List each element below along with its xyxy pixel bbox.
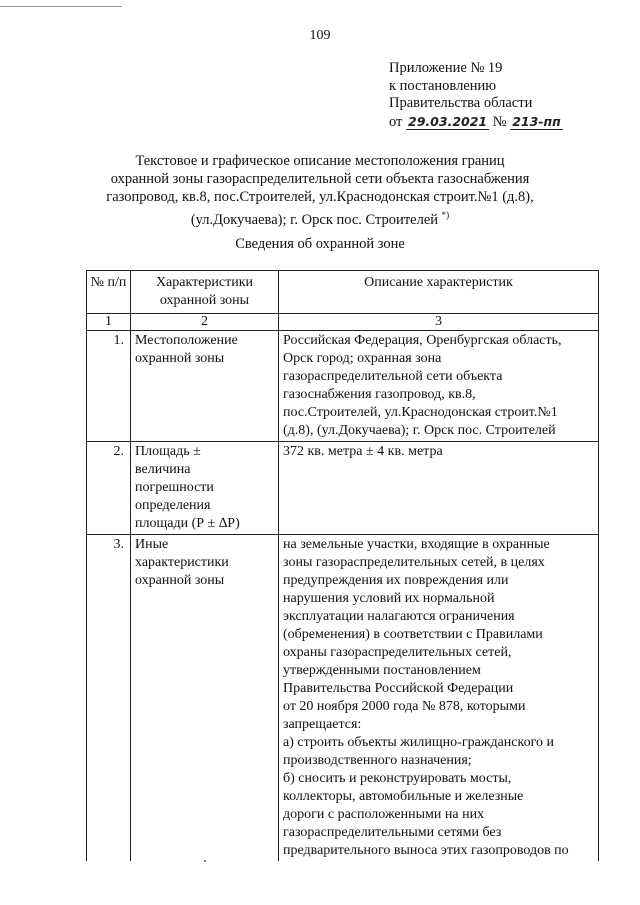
cell-line: Российская Федерация, Оренбургская область, [283,333,562,348]
table-row [87,535,599,862]
cell-line: зоны газораспределительных сетей, в целях [283,555,545,570]
title-line-1: Текстовое и графическое описание местоположения границ [135,153,505,169]
title-line-2: охранной зоны газораспределительной сети объекта газоснабжения [110,171,530,187]
row-description [279,331,599,442]
section-subtitle: Сведения об охранной зоне [235,236,405,252]
cell-line: от 20 ноября 2000 года № 878, которыми [283,699,526,714]
number-sign: № [492,113,507,130]
handwritten-date: 29.03.2021 [408,113,488,129]
cell-line: производственного назначения; [283,753,472,768]
cell-line: (обременения) в соответствии с Правилами [283,627,543,642]
row-characteristic [131,331,279,442]
cell-line: Орск город; охранная зона [283,351,442,366]
cell-line: (д.8), (ул.Докучаева); г. Орск пос. Строителей [283,423,556,438]
table-column-numbers [87,314,599,331]
cell-line: определения [135,498,211,513]
row-characteristic [131,442,279,535]
cell-line: а) строить объекты жилищно-гражданского и [283,735,554,750]
cell-line: охранной зоны [135,351,225,366]
zone-table [86,270,599,861]
cell-line: 372 кв. метра ± 4 кв. метра [283,444,443,459]
handwritten-number: 213-пп [512,113,561,129]
document-title [100,152,540,229]
cell-line: предупреждения их повреждения или [283,573,509,588]
cell-line: на земельные участки, входящие в охранные [283,537,550,552]
header-characteristic: Характеристики охранной зоны [131,271,279,314]
cell-line: Иные [135,537,169,552]
appendix-line-2: к постановлению [389,77,497,94]
cell-line: нарушения условий их нормальной [283,591,495,606]
table-header-row [87,271,599,314]
cell-line: предварительного выноса этих газопроводов по [283,843,569,858]
appendix-date-line [389,113,563,132]
row-characteristic [131,535,279,862]
cell-line: пос.Строителей, ул.Краснодонская строит.№1 [283,405,558,420]
date-prefix: от [389,113,403,130]
cell-line: Правительства Российской Федерации [283,681,514,696]
column-number-3: 3 [279,314,599,331]
row-description [279,535,599,862]
table-row [87,442,599,535]
table-row [87,331,599,442]
header-description: Описание характеристик [279,271,599,314]
title-line-4-text: (ул.Докучаева); г. Орск пос. Строителей [190,211,439,228]
title-line-3: газопровод, кв.8, пос.Строителей, ул.Краснодонская строит.№1 (д.8), [106,189,534,205]
cell-line: газоснабжения газопровод, кв.8, [283,387,476,402]
title-line-4 [100,206,540,229]
cell-line: коллекторы, автомобильные и железные [283,789,524,804]
cell-line: эксплуатации налагаются ограничения [283,609,515,624]
header-number: № п/п [87,271,131,314]
appendix-line-1: Приложение № 19 [389,60,503,76]
column-number-2: 2 [131,314,279,331]
cell-line: б) сносить и реконструировать мосты, [283,771,512,786]
row-number: 3. [87,535,131,862]
cell-line: величина [135,462,191,477]
page-number: 109 [309,28,331,43]
cell-line: охранной зоны [135,573,225,588]
row-description [279,442,599,535]
column-number-1: 1 [87,314,131,331]
cell-line: Площадь ± [135,444,201,459]
top-rule [0,6,122,7]
cell-line: газораспределительными сетями без [283,825,502,840]
footnote-mark: *) [441,210,450,220]
appendix-block [389,60,563,131]
cell-line: охраны газораспределительных сетей, [283,645,512,660]
cell-line: утвержденными постановлением [283,663,481,678]
cell-line: Местоположение [135,333,238,348]
cell-line: характеристики [135,555,229,570]
row-number: 2. [87,442,131,535]
cell-line: запрещается: [283,717,362,732]
appendix-line-3: Правительства области [389,95,533,111]
cell-line: дороги с расположенными на них [283,807,485,822]
cell-line: площади (Р ± ∆Р) [135,516,240,531]
cell-line: погрешности [135,480,214,495]
row-number: 1. [87,331,131,442]
stray-mark [204,860,206,862]
cell-line: газораспределительной сети объекта [283,369,503,384]
